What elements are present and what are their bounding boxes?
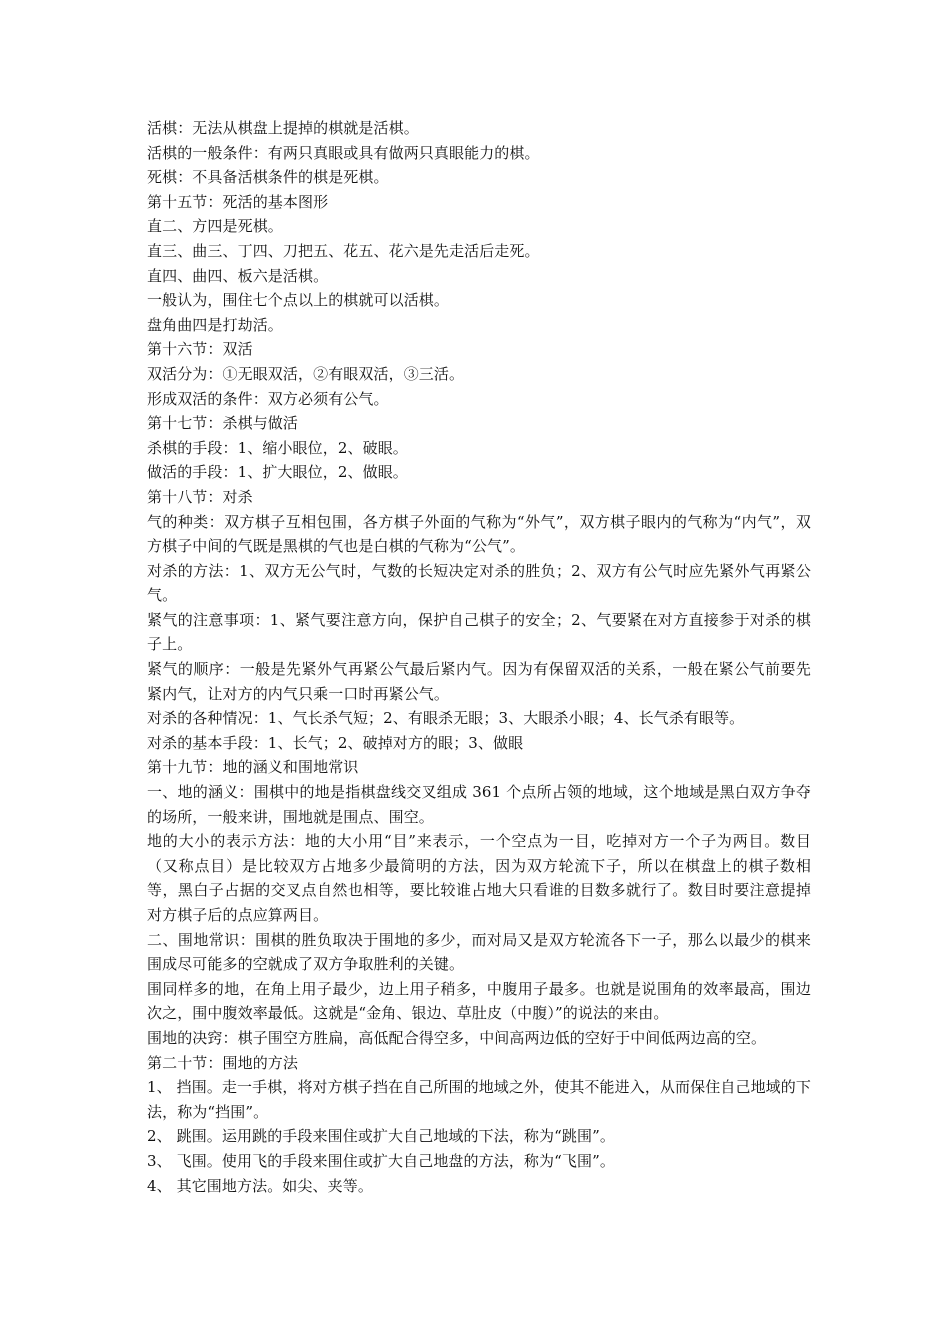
paragraph: 地的大小的表示方法：地的大小用“目”来表示，一个空点为一目，吃掉对方一个子为两目。数目（又称点目）是比较双方占地多少最简明的方法，因为双方轮流下子，所以在棋盘上的棋子数相等，黑白子占据的交叉点自然也相等，要比较谁占地大只看谁的目数多就行了。数目时要注意提掉对方棋子后的点应算两目。 <box>147 832 811 924</box>
paragraph: 对杀的基本手段：1、长气；2、破掉对方的眼；3、做眼 <box>147 733 524 752</box>
paragraph: 形成双活的条件：双方必须有公气。 <box>147 389 389 408</box>
paragraph: 二、围地常识：围棋的胜负取决于围地的多少，而对局又是双方轮流各下一子，那么以最少的棋来围成尽可能多的空就成了双方争取胜利的关键。 <box>147 930 811 974</box>
section-heading: 第十九节：地的涵义和围地常识 <box>147 758 359 777</box>
section-heading: 第十六节：双活 <box>147 340 253 359</box>
paragraph: 围地的决窍：棋子围空方胜扁，高低配合得空多，中间高两边低的空好于中间低两边高的空。 <box>147 1028 767 1047</box>
list-item: 4、 其它围地方法。如尖、夹等。 <box>147 1176 373 1195</box>
paragraph: 对杀的各种情况：1、气长杀气短；2、有眼杀无眼；3、大眼杀小眼；4、长气杀有眼等。 <box>147 709 745 728</box>
list-item: 1、 挡围。走一手棋，将对方棋子挡在自己所围的地域之外，使其不能进入，从而保住自己地域的下法，称为“挡围”。 <box>147 1078 811 1121</box>
paragraph: 活棋的一般条件：有两只真眼或具有做两只真眼能力的棋。 <box>147 143 540 162</box>
paragraph: 一般认为，围住七个点以上的棋就可以活棋。 <box>147 291 450 310</box>
paragraph: 直二、方四是死棋。 <box>147 217 283 236</box>
paragraph: 围同样多的地，在角上用子最少，边上用子稍多，中腹用子最多。也就是说围角的效率最高，围边次之，围中腹效率最低。这就是“金角、银边、草肚皮（中腹）”的说法的来由。 <box>147 979 811 1023</box>
paragraph: 死棋：不具备活棋条件的棋是死棋。 <box>147 168 389 187</box>
section-heading: 第十五节：死活的基本图形 <box>147 192 329 211</box>
paragraph: 直三、曲三、丁四、刀把五、花五、花六是先走活后走死。 <box>147 241 540 260</box>
list-item: 2、 跳围。运用跳的手段来围住或扩大自己地域的下法，称为“跳围”。 <box>147 1127 615 1146</box>
paragraph: 双活分为：①无眼双活，②有眼双活，③三活。 <box>147 364 465 383</box>
paragraph: 盘角曲四是打劫活。 <box>147 315 283 334</box>
paragraph: 做活的手段：1、扩大眼位，2、做眼。 <box>147 463 408 482</box>
paragraph: 气的种类：双方棋子互相包围，各方棋子外面的气称为“外气”，双方棋子眼内的气称为“内气”，双方棋子中间的气既是黑棋的气也是白棋的气称为“公气”。 <box>147 512 811 556</box>
paragraph: 一、地的涵义：围棋中的地是指棋盘线交叉组成 361 个点所占领的地域，这个地域是黑白双方争夺的场所，一般来讲，围地就是围点、围空。 <box>147 783 811 826</box>
paragraph: 直四、曲四、板六是活棋。 <box>147 266 329 285</box>
paragraph: 紧气的注意事项：1、紧气要注意方向，保护自己棋子的安全；2、气要紧在对方直接参于对杀的棋子上。 <box>147 610 811 654</box>
section-heading: 第十七节：杀棋与做活 <box>147 414 299 433</box>
document-body <box>147 116 811 1198</box>
paragraph: 紧气的顺序：一般是先紧外气再紧公气最后紧内气。因为有保留双活的关系，一般在紧公气前要先紧内气，让对方的内气只乘一口时再紧公气。 <box>147 660 811 703</box>
section-heading: 第二十节：围地的方法 <box>147 1053 299 1072</box>
section-heading: 第十八节：对杀 <box>147 487 253 506</box>
paragraph: 活棋：无法从棋盘上提掉的棋就是活棋。 <box>147 119 419 137</box>
list-item: 3、 飞围。使用飞的手段来围住或扩大自己地盘的方法，称为“飞围”。 <box>147 1151 615 1170</box>
paragraph: 杀棋的手段：1、缩小眼位，2、破眼。 <box>147 438 408 457</box>
paragraph: 对杀的方法：1、双方无公气时，气数的长短决定对杀的胜负；2、双方有公气时应先紧外气再紧公气。 <box>147 561 811 605</box>
